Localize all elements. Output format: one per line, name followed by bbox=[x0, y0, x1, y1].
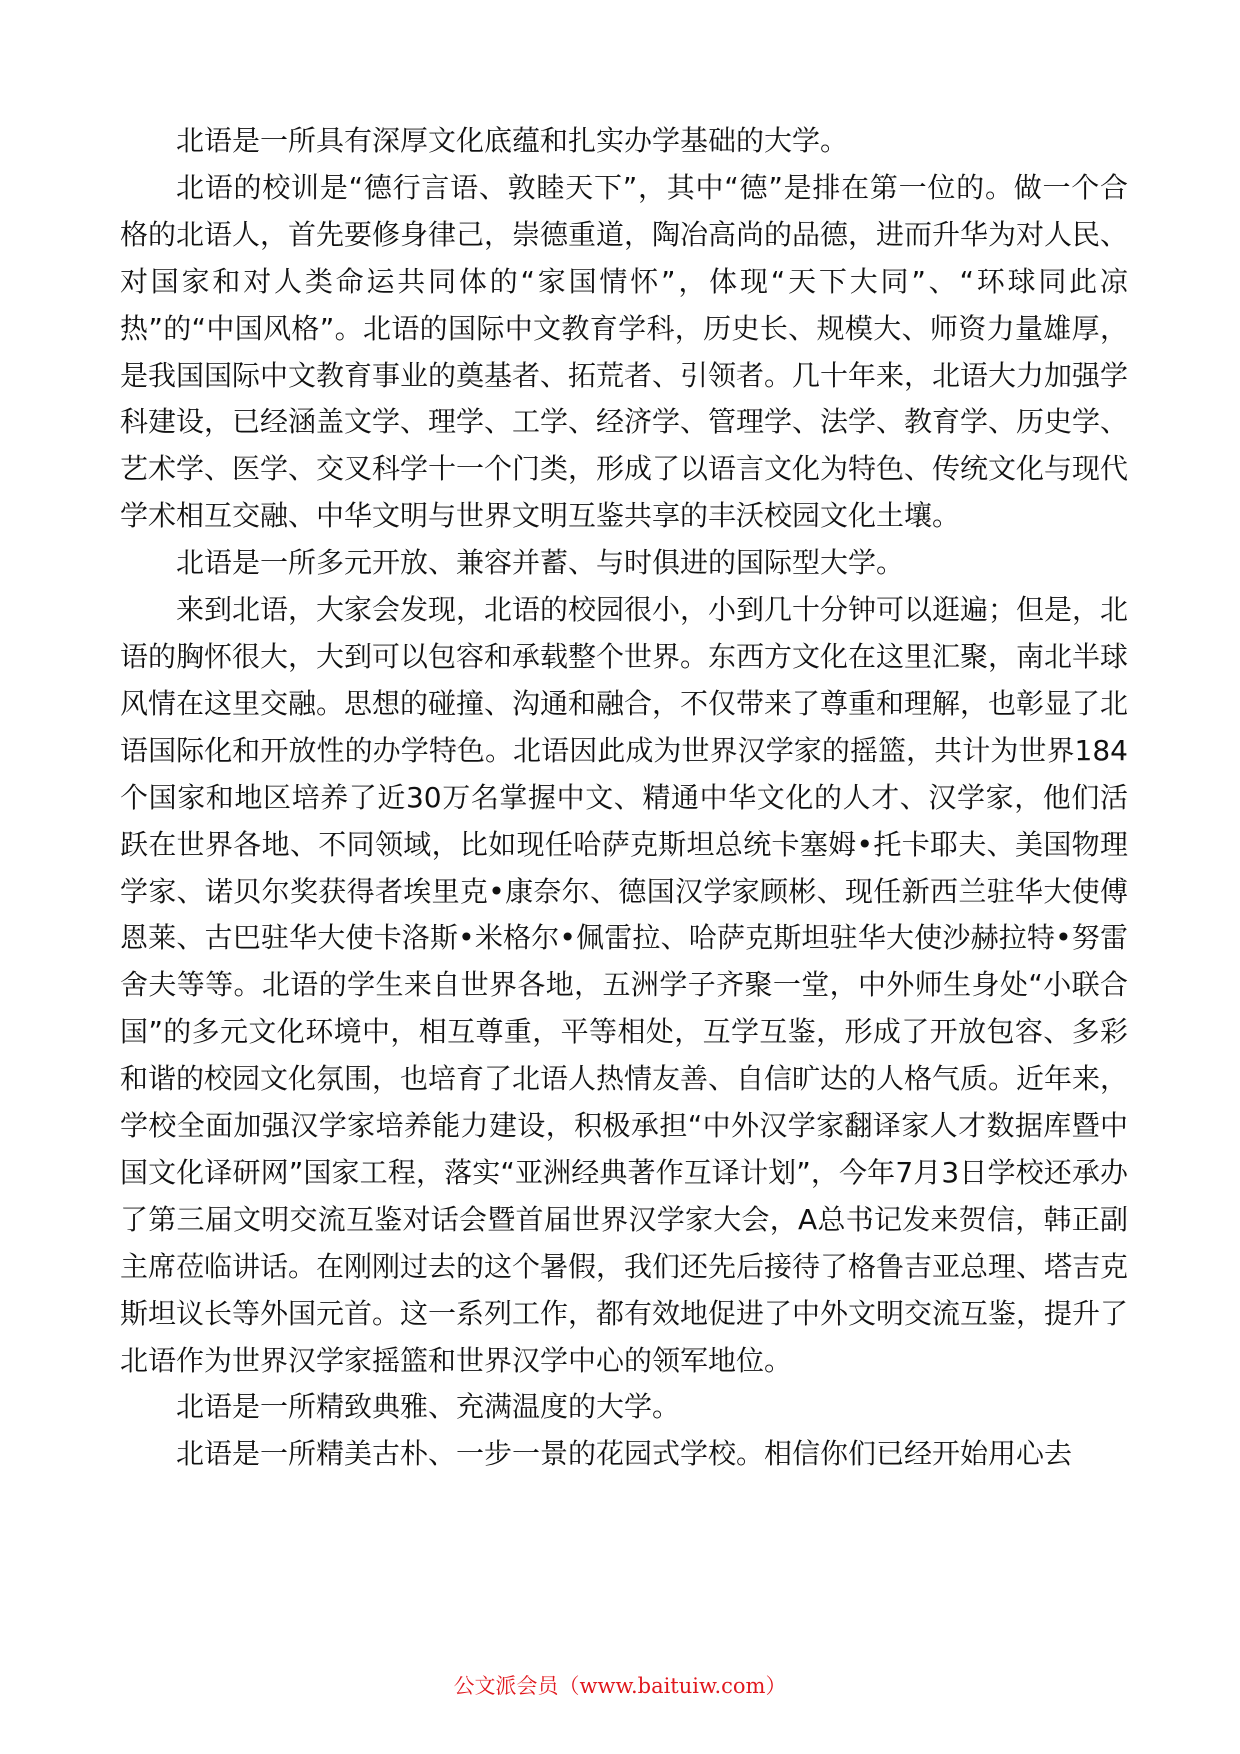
paragraph: 北语是一所具有深厚文化底蕴和扎实办学基础的大学。 bbox=[176, 124, 849, 157]
paragraph: 北语的校训是“德行言语、敦睦天下”，其中“德”是排在第一位的。做一个合格的北语人，首先要修身律己，崇德重道，陶冶高尚的品德，进而升华为对人民、对国家和对人类命运共同体的“家国情怀”，体现“天下大同”、“环球同此凉热”的“中国风格”。北语的国际中文教育学科，历史长、规模大、师资力量雄厚，是我国国际中文教育事业的奠基者、拓荒者、引领者。几十年来，北语大力加强学科建设，已经涵盖文学、理学、工学、经济学、管理学、法学、教育学、历史学、艺术学、医学、交叉科学十一个门类，形成了以语言文化为特色、传统文化与现代学术相互交融、中华文明与世界文明互鉴共享的丰沃校园文化土壤。 bbox=[120, 170, 1129, 533]
document-body bbox=[120, 118, 1128, 1478]
paragraph: 北语是一所精美古朴、一步一景的花园式学校。相信你们已经开始用心去 bbox=[176, 1437, 1073, 1471]
paragraph: 北语是一所精致典雅、充满温度的大学。 bbox=[176, 1390, 681, 1424]
paragraph: 来到北语，大家会发现，北语的校园很小，小到几十分钟可以逛遍；但是，北语的胸怀很大，大到可以包容和承载整个世界。东西方文化在这里汇聚，南北半球风情在这里交融。思想的碰撞、沟通和融合，不仅带来了尊重和理解，也彰显了北语国际化和开放性的办学特色。北语因此成为世界汉学家的摇篮，共计为世界184个国家和地区培养了近30万名掌握中文、精通中华文化的人才、汉学家，他们活跃在世界各地、不同领域，比如现任哈萨克斯坦总统卡塞姆•托卡耶夫、美国物理学家、诺贝尔奖获得者埃里克•康奈尔、德国汉学家顾彬、现任新西兰驻华大使傅恩莱、古巴驻华大使卡洛斯•米格尔•佩雷拉、哈萨克斯坦驻华大使沙赫拉特•努雷舍夫等等。北语的学生来自世界各地，五洲学子齐聚一堂，中外师生身处“小联合国”的多元文化环境中，相互尊重，平等相处，互学互鉴，形成了开放包容、多彩和谐的校园文化氛围，也培育了北语人热情友善、自信旷达的人格气质。近年来，学校全面加强汉学家培养能力建设，积极承担“中外汉学家翻译家人才数据库暨中国文化译研网”国家工程，落实“亚洲经典著作互译计划”，今年7月3日学校还承办了第三届文明交流互鉴对话会暨首届世界汉学家大会，A总书记发来贺信，韩正副主席莅临讲话。在刚刚过去的这个暑假，我们还先后接待了格鲁吉亚总理、塔吉克斯坦议长等外国元首。这一系列工作，都有效地促进了中外文明交流互鉴，提升了北语作为世界汉学家摇篮和世界汉学中心的领军地位。 bbox=[120, 593, 1129, 1377]
footer-watermark-text: 公文派会员（www.baituiw.com） bbox=[453, 1674, 787, 1698]
paragraph: 北语是一所多元开放、兼容并蓄、与时俱进的国际型大学。 bbox=[176, 546, 905, 580]
